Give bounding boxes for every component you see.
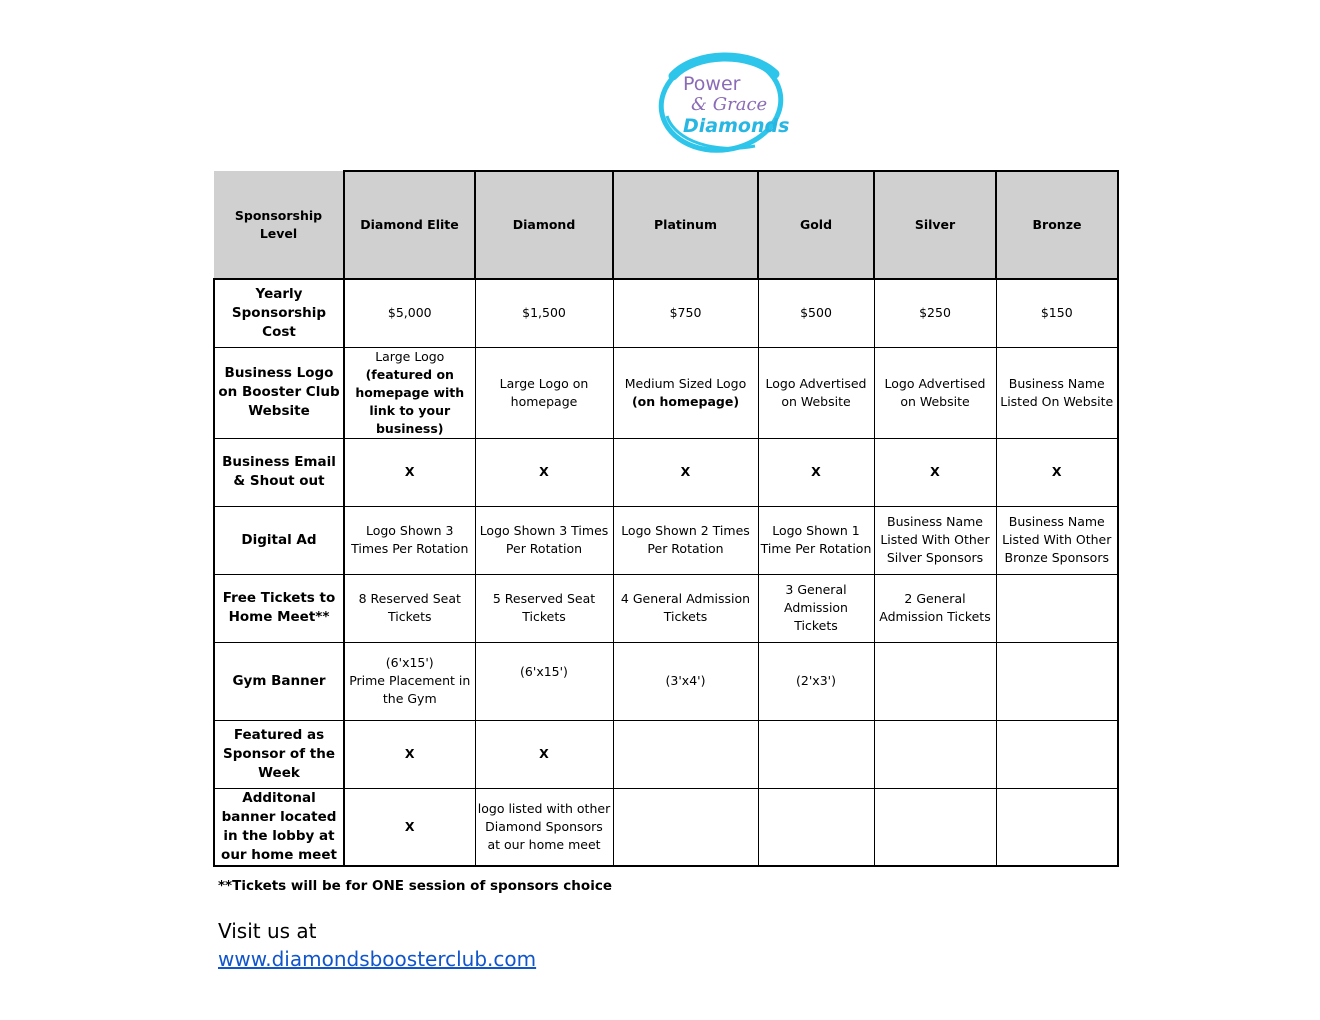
level-gold: Gold	[758, 171, 874, 279]
check-mark: X	[344, 788, 475, 866]
table-cell	[344, 347, 475, 438]
table-cell	[996, 574, 1118, 642]
table-cell: $1,500	[475, 279, 613, 347]
row-label-email: Business Email & Shout out	[214, 438, 344, 506]
svg-text:& Grace: & Grace	[691, 94, 768, 115]
sponsorship-table	[213, 170, 1119, 867]
row-label-digital: Digital Ad	[214, 506, 344, 574]
corner-label: Sponsorship Level	[214, 171, 344, 279]
table-cell: Logo Advertised on Website	[758, 347, 874, 438]
table-cell: Logo Shown 3 Times Per Rotation	[475, 506, 613, 574]
table-cell: Business Name Listed On Website	[996, 347, 1118, 438]
row-label-cost: Yearly Sponsorship Cost	[214, 279, 344, 347]
check-mark: X	[758, 438, 874, 506]
header-row	[214, 171, 1118, 279]
logo-graphic	[655, 46, 790, 158]
level-diamond-elite: Diamond Elite	[344, 171, 475, 279]
row-label-lobby: Additonal banner located in the lobby at our home meet	[214, 788, 344, 866]
check-mark: X	[613, 438, 758, 506]
cell-text-bold: (featured on homepage with link to your business)	[355, 366, 465, 436]
table-cell: Business Name Listed With Other Bronze Sponsors	[996, 506, 1118, 574]
cell-text: Prime Placement in the Gym	[349, 673, 471, 706]
level-silver: Silver	[874, 171, 996, 279]
table-cell	[996, 642, 1118, 720]
table-row	[214, 438, 1118, 506]
table-cell: Logo Shown 3 Times Per Rotation	[344, 506, 475, 574]
table-cell	[758, 788, 874, 866]
table-cell: (3'x4')	[613, 642, 758, 720]
cell-text: Large Logo	[375, 348, 445, 364]
table-cell	[996, 788, 1118, 866]
check-mark: X	[475, 720, 613, 788]
table-cell	[874, 788, 996, 866]
table-cell: $150	[996, 279, 1118, 347]
row-label-logo: Business Logo on Booster Club Website	[214, 347, 344, 438]
website-link[interactable]: www.diamondsboosterclub.com	[218, 947, 537, 971]
check-mark: X	[874, 438, 996, 506]
table-cell: $500	[758, 279, 874, 347]
table-row	[214, 788, 1118, 866]
table-cell: (6'x15')	[475, 642, 613, 720]
table-row	[214, 279, 1118, 347]
cell-text-bold: (on homepage)	[631, 393, 740, 409]
table-cell: $5,000	[344, 279, 475, 347]
level-platinum: Platinum	[613, 171, 758, 279]
power-grace-diamonds-logo	[655, 46, 790, 158]
visit-text: Visit us at	[218, 919, 317, 943]
table-cell	[344, 642, 475, 720]
table-row	[214, 574, 1118, 642]
table-cell: Logo Shown 1 Time Per Rotation	[758, 506, 874, 574]
table-cell: Large Logo on homepage	[475, 347, 613, 438]
svg-text:Power: Power	[683, 73, 741, 95]
table-cell	[613, 788, 758, 866]
table-cell: Logo Advertised on Website	[874, 347, 996, 438]
row-label-banner: Gym Banner	[214, 642, 344, 720]
svg-text:Diamonds: Diamonds	[683, 115, 790, 137]
table-cell	[996, 720, 1118, 788]
cell-text: (6'x15')	[385, 655, 434, 670]
table-cell: logo listed with other Diamond Sponsors at our home meet	[475, 788, 613, 866]
table-cell: $750	[613, 279, 758, 347]
table-cell	[874, 720, 996, 788]
row-label-featured: Featured as Sponsor of the Week	[214, 720, 344, 788]
table-cell	[613, 720, 758, 788]
check-mark: X	[475, 438, 613, 506]
table-row	[214, 347, 1118, 438]
table-cell	[874, 642, 996, 720]
table-cell: 2 General Admission Tickets	[874, 574, 996, 642]
table-cell: Logo Shown 2 Times Per Rotation	[613, 506, 758, 574]
table-cell	[613, 347, 758, 438]
level-bronze: Bronze	[996, 171, 1118, 279]
row-label-tickets: Free Tickets to Home Meet**	[214, 574, 344, 642]
table-row	[214, 642, 1118, 720]
table-row	[214, 720, 1118, 788]
table-cell: Business Name Listed With Other Silver Sponsors	[874, 506, 996, 574]
table-row	[214, 506, 1118, 574]
table-cell: (2'x3')	[758, 642, 874, 720]
table-cell: 5 Reserved Seat Tickets	[475, 574, 613, 642]
table-cell: $250	[874, 279, 996, 347]
cell-text: Medium Sized Logo	[624, 375, 747, 391]
table-cell: 3 General Admission Tickets	[758, 574, 874, 642]
check-mark: X	[996, 438, 1118, 506]
table-cell: 8 Reserved Seat Tickets	[344, 574, 475, 642]
table-cell: 4 General Admission Tickets	[613, 574, 758, 642]
level-diamond: Diamond	[475, 171, 613, 279]
check-mark: X	[344, 438, 475, 506]
table-cell	[758, 720, 874, 788]
check-mark: X	[344, 720, 475, 788]
tickets-footnote: **Tickets will be for ONE session of sponsors choice	[218, 878, 612, 894]
